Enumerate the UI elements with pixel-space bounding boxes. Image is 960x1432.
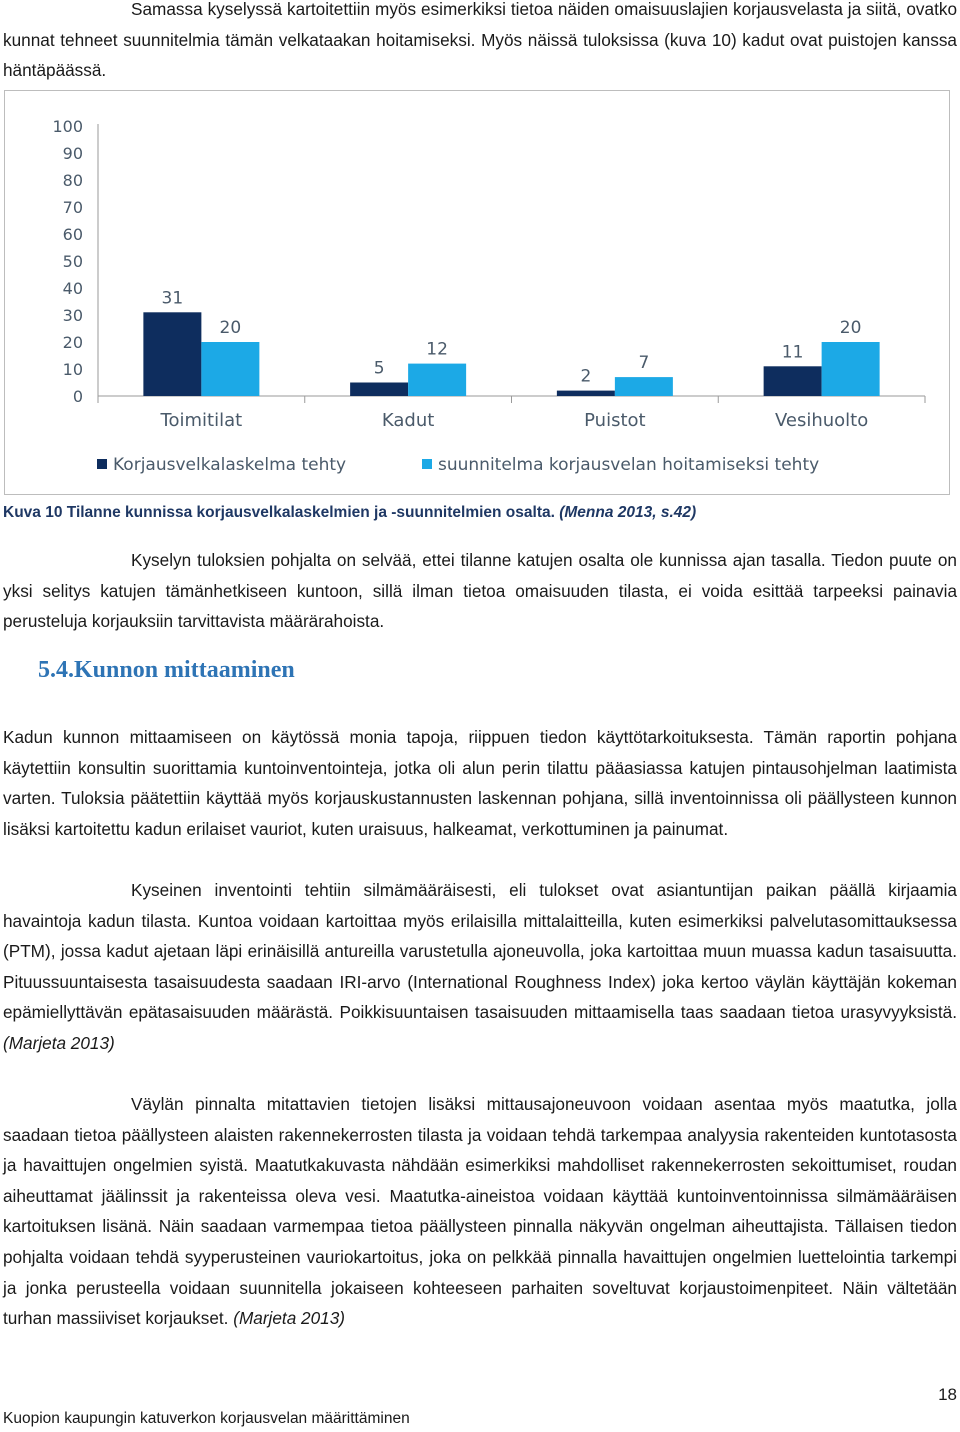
paragraph-3-source: (Marjeta 2013) (3, 1032, 115, 1053)
data-label: 20 (219, 318, 242, 338)
bar-chart (5, 91, 951, 496)
legend-label: suunnitelma korjausvelan hoitamiseksi tehty (438, 455, 820, 475)
y-tick-label: 40 (62, 279, 83, 298)
bar-korjausvelkalaskelma (350, 383, 408, 397)
legend-swatch (422, 459, 432, 469)
data-label: 11 (781, 342, 804, 363)
data-label: 2 (580, 366, 592, 387)
category-label: Kadut (381, 410, 435, 431)
bar-chart-figure (4, 90, 950, 495)
data-label: 7 (638, 353, 650, 374)
paragraph-3 (3, 875, 957, 1059)
legend-label: Korjausvelkalaskelma tehty (113, 455, 347, 475)
section-heading: 5.4.Kunnon mittaaminen (38, 657, 295, 683)
y-tick-label: 90 (62, 144, 83, 163)
y-tick-label: 30 (62, 306, 83, 325)
bar-suunnitelma (201, 342, 259, 396)
paragraph-4-text: Väylän pinnalta mitattavien tietojen lisäksi mittausajoneuvoon voidaan asentaa myös maatutka, jolla saadaan tietoa päällysteen alaisten rakennekerrosten tilasta ja voidaan tehdä tarkempaa analyysia rakenteiden kuntotasosta ja havaittujen ongelmien syistä. Maatutkakuvasta nähdään esimerkiksi mahdolliset rakennekerrosten sekoittumiset, roudan aiheuttamat jäälinssit ja rakenteissa oleva vesi. Maatutka-aineistoa voidaan käyttää kuntoinventoinnissa silmämääräisen kartoituksen lisänä. Näin saadaan varmempaa tietoa päällysteen pinnalla näkyvän ongelman aiheuttajista. Tällaisen tiedon pohjalta voidaan tehdä syyperusteinen vauriokartoitus, joka on pelkkää pinnalla havaittujen ongelmien luettelointia tarkempi ja jonka perusteella voidaan suunnitella jokaiseen kohteeseen parhaiten soveltuvat korjaustoimenpiteet. Näin vältetään turhan massiiviset korjaukset. (3, 1094, 957, 1329)
data-label: 12 (426, 339, 448, 360)
bar-korjausvelkalaskelma (143, 312, 201, 396)
data-label: 31 (161, 288, 184, 309)
y-tick-label: 70 (62, 198, 83, 217)
paragraph-3-text: Kyseinen inventointi tehtiin silmämääräisesti, eli tulokset ovat asiantuntijan paikan päällä kirjaamia havaintoja kadun tilasta. Kuntoa voidaan kartoittaa myös erilaisilla mittalaitteilla, kuten esimerkiksi palvelutasomittauksessa (PTM), jossa kadut ajetaan läpi erinäisillä antureilla varustetulla ajoneuvolla, joka kartoittaa muun muassa kadun tasaisuutta. Pituussuuntaisesta tasaisuudesta saadaan IRI-arvo (International Roughness Index) joka kertoo väylän käyttäjän kokeman epämiellyttävän epätasaisuuden määrästä. Poikkisuuntaisen tasaisuuden mittaamisella taas saadaan tietoa urasyvyyksistä. (3, 880, 957, 1023)
paragraph-2: Kadun kunnon mittaamiseen on käytössä monia tapoja, riippuen tiedon käyttötarkoituksesta. Tämän raportin pohjana käytettiin konsultin suorittamia kuntoinventointeja, jotka oli alun perin tilattu pääasiassa katujen pintausohjelman laatimista varten. Tuloksia päätettiin käyttää myös korjauskustannusten laskennan pohjana, sillä inventoinnissa oli päällysteen kunnon lisäksi kartoitettu kadun erilaiset vauriot, kuten uraisuus, halkeamat, verkottuminen ja painumat. (3, 727, 957, 839)
bar-korjausvelkalaskelma (557, 391, 615, 396)
y-tick-label: 20 (62, 333, 83, 352)
intro-paragraph: Samassa kyselyssä kartoitettiin myös esimerkiksi tietoa näiden omaisuuslajien korjausvelasta ja siitä, ovatko kunnat tehneet suunnitelmia tämän velkataakan hoitamiseksi. Myös näissä tuloksissa (kuva 10) kadut ovat puistojen kanssa häntäpäässä. (3, 0, 957, 81)
category-label: Vesihuolto (774, 410, 869, 431)
y-tick-label: 60 (62, 225, 83, 244)
y-tick-label: 10 (62, 360, 83, 379)
caption-text: Kuva 10 Tilanne kunnissa korjausvelkalaskelmien ja -suunnitelmien osalta. (3, 504, 560, 521)
bar-korjausvelkalaskelma (764, 366, 822, 396)
bar-suunnitelma (408, 364, 466, 396)
y-tick-label: 100 (52, 117, 83, 136)
bar-suunnitelma (615, 377, 673, 396)
paragraph-4-source: (Marjeta 2013) (233, 1308, 345, 1329)
paragraph-4 (3, 1089, 957, 1334)
y-tick-label: 0 (72, 387, 83, 406)
data-label: 5 (373, 358, 385, 379)
paragraph-1: Kyselyn tuloksien pohjalta on selvää, ettei tilanne katujen osalta ole kunnissa ajan tasalla. Tiedon puute on yksi selitys katujen tämänhetkiseen kuntoon, sillä ilman tietoa omaisuuden tilasta, ei voida esittää tarpeeksi painavia perusteluja korjauksiin tarvittavista määrärahoista. (3, 550, 957, 632)
bar-suunnitelma (822, 342, 880, 396)
data-label: 20 (839, 318, 862, 338)
figure-caption (3, 504, 696, 522)
legend-swatch (97, 459, 107, 469)
page-number: 18 (938, 1385, 957, 1404)
caption-source: (Menna 2013, s.42) (559, 504, 697, 521)
y-tick-label: 50 (62, 252, 83, 271)
category-label: Toimitilat (160, 410, 243, 431)
category-label: Puistot (584, 410, 646, 431)
page-footer: Kuopion kaupungin katuverkon korjausvelan määrittäminen (3, 1410, 410, 1427)
y-tick-label: 80 (62, 171, 83, 190)
